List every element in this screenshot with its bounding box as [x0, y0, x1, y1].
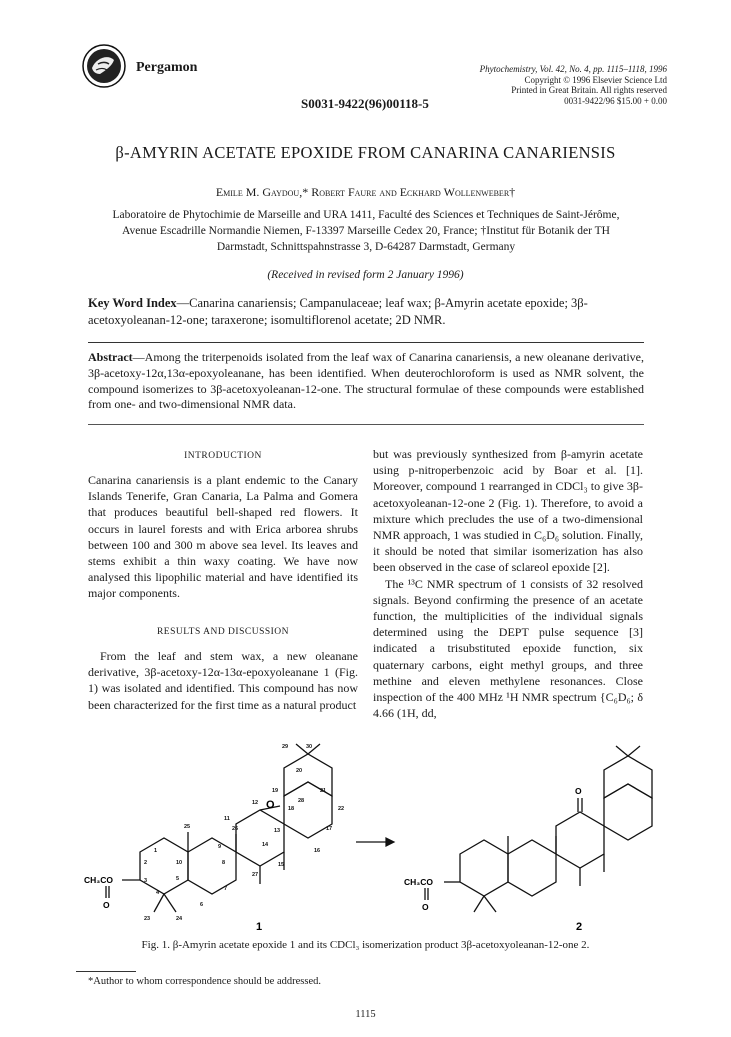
figure-1-structures	[84, 744, 644, 938]
atom-number: 14	[262, 842, 269, 848]
journal-line: Copyright © 1996 Elsevier Science Ltd	[524, 74, 667, 85]
journal-line: Phytochemistry, Vol. 42, No. 4, pp. 1115–1118, 1996	[479, 64, 667, 74]
epoxide-oxygen-label: O	[266, 799, 275, 811]
section-heading-introduction: INTRODUCTION	[184, 451, 262, 461]
atom-number: 27	[252, 872, 259, 878]
atom-number: 2	[144, 860, 148, 866]
atom-number-labels	[144, 744, 344, 922]
publisher-name: Pergamon	[136, 60, 198, 75]
atom-number: 20	[296, 768, 303, 774]
right-column-text	[373, 446, 643, 721]
journal-line: 0031-9422/96 $15.00 + 0.00	[564, 95, 667, 106]
received-date: (Received in revised form 2 January 1996)	[267, 269, 464, 281]
atom-number: 6	[200, 902, 204, 908]
atom-number: 3	[144, 878, 148, 884]
acetyl-label: CH₃CO	[84, 875, 113, 885]
keywords-text: —Canarina canariensis; Campanulaceae; leaf wax; β-Amyrin acetate epoxide; 3β-acetoxyoleanan-12-one; taraxerone; isomultiflorenol acetate; 2D NMR.	[88, 296, 588, 327]
atom-number: 21	[320, 788, 327, 794]
section-heading-results: RESULTS AND DISCUSSION	[156, 627, 290, 637]
journal-info	[407, 64, 667, 106]
paragraph: From the leaf and stem wax, a new oleanane derivative, 3β-acetoxy-12α-13α-epoxyoleanane 1 (Fig. 1) was isolated and identified. This compound has now been characterized for the first time as a natural product	[88, 649, 358, 712]
paragraph: Canarina canariensis is a plant endemic to the Canary Islands Tenerife, Gran Canaria, La Palma and Gomera that produces beautiful bell-shaped red flowers. It occurs in laurel forests and with Erica arborea shrubs between 100 and 300 m above sea level. Its leaves and stems exhibit a thin waxy coating. We have now analysed this lipophilic material and have identified its major components.	[88, 473, 358, 601]
abstract-text: —Among the triterpenoids isolated from the leaf wax of Canarina canariensis, a new oleanane derivative, 3β-acetoxy-12α,13α-epoxyoleanane, has been identified. When deuterochloroform is used as NMR solvent, the compound isomerizes to 3β-acetoxyoleanan-12-one. The structural formulae of these compounds were established from one- and two-dimensional NMR data.	[88, 350, 644, 412]
affiliation: Laboratoire de Phytochimie de Marseille and URA 1411, Faculté des Sciences et Techniques de Saint-Jérôme, Avenue Escadrille Normandie Niemen, F-13397 Marseille Cedex 20, France; †Institut für Botanik der TH Darmstadt, Schnittspahnstrasse 3, D-64287 Darmstadt, Germany	[112, 209, 620, 253]
authors: Emile M. Gaydou,* Robert Faure and Eckhard Wollenweber†	[215, 185, 516, 199]
atom-number: 4	[156, 890, 160, 896]
pergamon-logo	[82, 44, 126, 88]
keywords	[88, 295, 644, 328]
introduction-text	[88, 472, 358, 602]
atom-number: 13	[274, 828, 281, 834]
atom-number: 5	[176, 876, 180, 882]
ester-oxygen-label: O	[103, 900, 110, 910]
ester-oxygen-label: O	[422, 902, 429, 912]
atom-number: 8	[222, 860, 226, 866]
reaction-arrow	[356, 838, 394, 846]
atom-number: 19	[272, 788, 279, 794]
divider	[88, 424, 644, 425]
footnote: *Author to whom correspondence should be addressed.	[88, 976, 321, 987]
doi: S0031-9422(96)00118-5	[301, 96, 429, 111]
atom-number: 28	[298, 798, 305, 804]
results-text	[88, 648, 358, 713]
atom-number: 12	[252, 800, 259, 806]
acetyl-label: CH₃CO	[404, 877, 433, 887]
figure-caption: Fig. 1. β-Amyrin acetate epoxide 1 and its CDCl₃ isomerization product 3β-acetoxyoleanan-12-one 2.	[141, 939, 590, 951]
divider	[88, 342, 644, 343]
paragraph: but was previously synthesized from β-amyrin acetate using p-nitroperbenzoic acid by Boar et al. [1]. Moreover, compound 1 rearranged in CDCl₃ to give 3β-acetoxyoleanan-12-one 2 (Fig. 1). Therefore, to avoid a mixture which precludes the use of a two-dimensional NMR approach, 1 was studied in C₆D₆ solution. Finally, it should be noted that similar isomerization has also been observed in the case of sclareol epoxide [2].	[373, 447, 643, 575]
atom-number: 18	[288, 806, 295, 812]
footnote-rule	[76, 971, 136, 972]
atom-number: 23	[144, 916, 151, 922]
compound-number-2: 2	[576, 921, 583, 933]
atom-number: 24	[176, 916, 183, 922]
atom-number: 29	[282, 744, 289, 750]
atom-number: 15	[278, 862, 285, 868]
page-number: 1115	[355, 1009, 376, 1020]
paragraph: The ¹³C NMR spectrum of 1 consists of 32 resolved signals. Beyond confirming the presence of an acetate function, the multiplicities of the individual signals determined using the DEPT pulse sequence [3] indicated a trisubstituted epoxide function, six quaternary carbons, eight methyl groups, and three methine and eleven methylene resonances. Close inspection of the 400 MHz ¹H NMR spectrum {C₆D₆; δ 4.66 (1H, dd,	[373, 576, 643, 721]
journal-line: Printed in Great Britain. All rights reserved	[511, 85, 667, 95]
abstract	[88, 350, 644, 413]
atom-number: 11	[224, 816, 230, 822]
atom-number: 25	[184, 824, 191, 830]
atom-number: 1	[154, 848, 158, 854]
atom-number: 22	[338, 806, 345, 812]
compound-number-1: 1	[256, 921, 263, 933]
structure-2-bonds	[425, 746, 652, 912]
atom-number: 16	[314, 848, 321, 854]
atom-number: 10	[176, 860, 183, 866]
atom-number: 7	[224, 886, 228, 892]
atom-number: 9	[218, 844, 222, 850]
paper-title: β-AMYRIN ACETATE EPOXIDE FROM CANARINA CANARIENSIS	[115, 143, 616, 162]
carbonyl-oxygen-label: O	[575, 786, 582, 796]
keywords-label: Key Word Index	[88, 296, 177, 310]
abstract-label: Abstract	[88, 350, 133, 364]
atom-number: 30	[306, 744, 313, 750]
atom-number: 26	[232, 826, 239, 832]
atom-number: 17	[326, 826, 333, 832]
